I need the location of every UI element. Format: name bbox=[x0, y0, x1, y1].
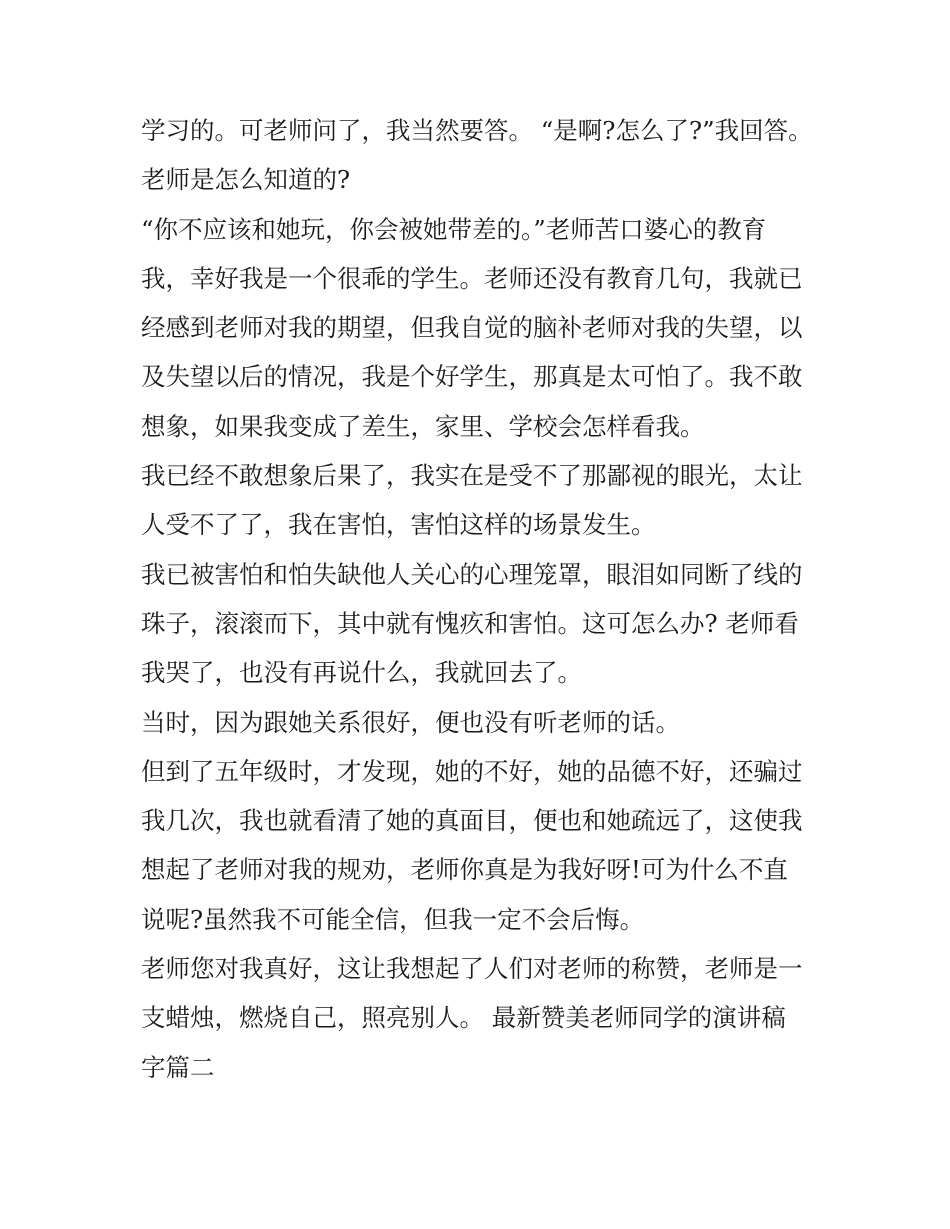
text-line: 学习的。可老师问了，我当然要答。 “是啊?怎么了?”我回答。 bbox=[141, 116, 813, 145]
text-line: 想象，如果我变成了差生，家里、学校会怎样看我。 bbox=[141, 411, 705, 441]
text-line: 说呢?虽然我不可能全信，但我一定不会后悔。 bbox=[141, 904, 645, 934]
text-line: 及失望以后的情况，我是个好学生，那真是太可怕了。我不敢 bbox=[141, 362, 803, 392]
text-line: 我已被害怕和怕失缺他人关心的心理笼罩，眼泪如同断了线的 bbox=[141, 559, 803, 589]
text-line: 字篇二 bbox=[141, 1052, 215, 1082]
text-line: “你不应该和她玩，你会被她带差的。”老师苦口婆心的教育 bbox=[141, 214, 767, 244]
text-line: 支蜡烛，燃烧自己，照亮别人。 最新赞美老师同学的演讲稿 bbox=[141, 1003, 786, 1033]
text-line: 老师您对我真好，这让我想起了人们对老师的称赞，老师是一 bbox=[141, 954, 803, 984]
text-line: 我已经不敢想象后果了，我实在是受不了那鄙视的眼光，太让 bbox=[141, 461, 803, 491]
text-line: 但到了五年级时，才发现，她的不好，她的品德不好，还骗过 bbox=[141, 756, 803, 786]
text-line: 当时，因为跟她关系很好，便也没有听老师的话。 bbox=[141, 707, 680, 737]
text-line: 我，幸好我是一个很乖的学生。老师还没有教育几句，我就已 bbox=[141, 263, 803, 293]
text-line: 经感到老师对我的期望，但我自觉的脑补老师对我的失望，以 bbox=[141, 313, 803, 343]
text-line: 珠子，滚滚而下，其中就有愧疚和害怕。这可怎么办? 老师看 bbox=[141, 608, 799, 638]
text-line: 我几次，我也就看清了她的真面目，便也和她疏远了，这使我 bbox=[141, 806, 803, 836]
document-body bbox=[141, 106, 821, 1092]
text-line: 想起了老师对我的规劝，老师你真是为我好呀!可为什么不直 bbox=[141, 855, 788, 885]
text-line: 人受不了了，我在害怕，害怕这样的场景发生。 bbox=[141, 510, 656, 540]
text-line: 老师是怎么知道的? bbox=[141, 165, 351, 195]
text-line: 我哭了，也没有再说什么，我就回去了。 bbox=[141, 658, 582, 688]
